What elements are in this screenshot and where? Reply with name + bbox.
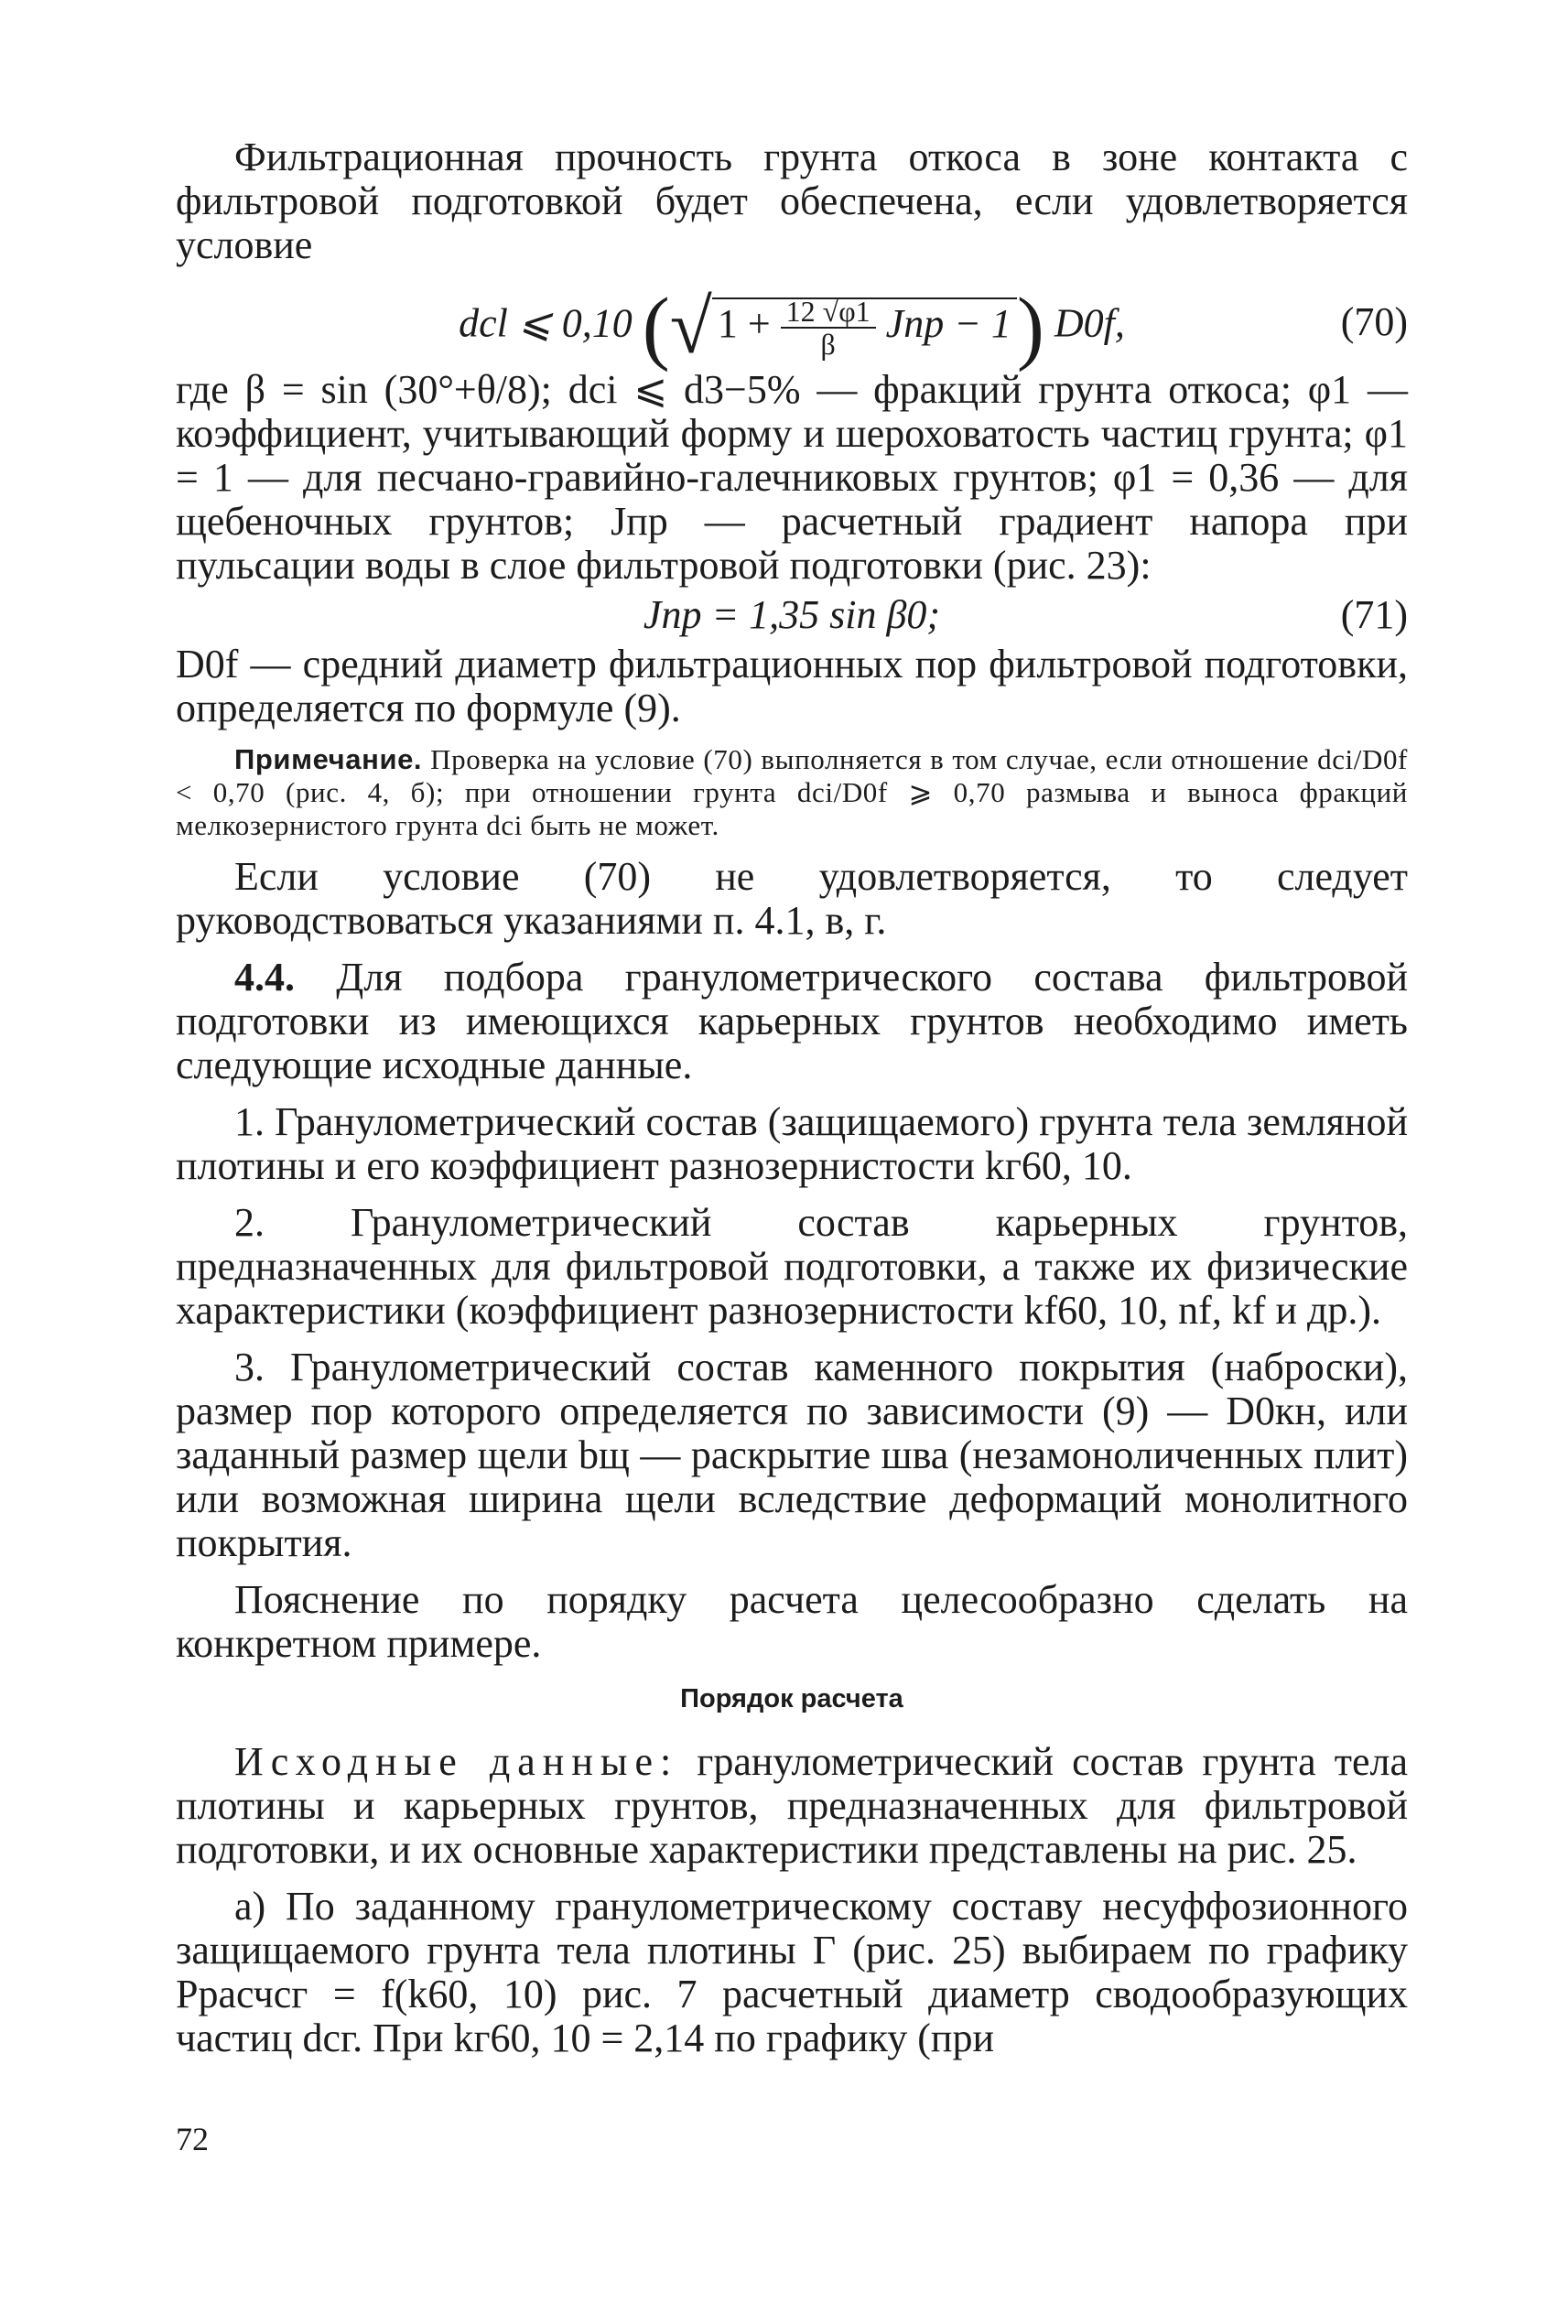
left-paren: ( [642,282,670,373]
frac-numerator: 12 √φ1 [781,296,876,329]
paragraph-4-4-text: Для подбора гранулометрического состава фильтровой подготовки из имеющихся карьерных грунтов необходимо иметь следующие исходные данные. [176,955,1408,1087]
eq71-number: (71) [1340,592,1408,637]
note-label: Примечание. [234,743,423,775]
page-content [176,135,1408,2060]
section-heading: Порядок расчета [680,1684,903,1713]
eq71-text: Jпр = 1,35 sin β0; [643,592,941,637]
eq70-root-suffix: Jпр − 1 [885,300,1011,346]
section-number: 4.4. [234,955,295,1000]
frac-denominator: β [820,327,836,361]
paragraph-intro: Фильтрационная прочность грунта откоса в зоне контакта с фильтровой подготовкой будет обеспечена, если удовлетворяется условие [176,135,1408,267]
eq70-root-prefix: 1 + [717,300,771,346]
eq70-number: (70) [1340,299,1408,344]
initial-data-text: гранулометрический состав грунта тела плотины и карьерных грунтов, предназначенных для фильтровой подготовки, и их основные характеристики представлены на рис. 25. [176,1739,1409,1872]
note [176,743,1408,842]
equation-70 [176,267,1408,373]
spaced-label: Исходные данные: [234,1739,679,1784]
paragraph-d0f: D0f — средний диаметр фильтрационных пор фильтровой подготовки, определяется по формуле (9). [176,642,1408,730]
right-paren: ) [1016,282,1044,373]
equation-71 [176,588,1408,643]
eq70-rhs: D0f, [1054,300,1125,346]
paragraph-step-a: а) По заданному гранулометрическому составу несуффозионного защищаемого грунта тела плотины Г (рис. 25) выбираем по графику Pрасчсг = f(k60, 10) рис. 7 расчетный диаметр сводообразующих частиц dсг. При kг60, 10 = 2,14 по графику (при [176,1884,1408,2060]
list-item-2: 2. Гранулометрический состав карьерных грунтов, предназначенных для фильтровой подготовки, а также их физические характеристики (коэффициент разнозернистости kf60, 10, nf, kf и др.). [176,1200,1408,1333]
note-text: Проверка на условие (70) выполняется в том случае, если отношение dci/D0f < 0,70 (рис. 4, б); при отношении грунта dci/D0f ⩾ 0,70 размыва и выноса фракций мелкозернистого грунта dci быть не может. [176,743,1408,841]
paragraph-4-4 [176,956,1408,1087]
list-item-3: 3. Гранулометрический состав каменного покрытия (наброски), размер пор которого определяется по зависимости (9) — D0кн, или заданный размер щели bщ — раскрытие шва (незамоноличенных плит) или возможная ширина щели вследствие деформаций монолитного покрытия. [176,1345,1408,1565]
sqrt-sign: √ [669,285,712,370]
eq70-fraction [781,296,876,360]
page-number: 72 [176,2121,209,2157]
paragraph-condition: Если условие (70) не удовлетворяется, то следует руководствоваться указаниями п. 4.1, в, г. [176,854,1408,943]
eq70-lhs: dcl ⩽ 0,10 [459,300,633,346]
list-item-1: 1. Гранулометрический состав (защищаемого) грунта тела земляной плотины и его коэффициент разнозернистости kг60, 10. [176,1099,1408,1188]
paragraph-explanation: Пояснение по порядку расчета целесообразно сделать на конкретном примере. [176,1577,1408,1666]
paragraph-where: где β = sin (30°+θ/8); dci ⩽ d3−5% — фракций грунта откоса; φ1 — коэффициент, учитывающий форму и шероховатость частиц грунта; φ1 = 1 — для песчано-гравийно-галечниковых грунтов; φ1 = 0,36 — для щебеночных грунтов; Jпр — расчетный градиент напора при пульсации воды в слое фильтровой подготовки (рис. 23): [176,367,1408,588]
paragraph-initial-data [176,1740,1408,1872]
sqrt-body [712,294,1017,361]
